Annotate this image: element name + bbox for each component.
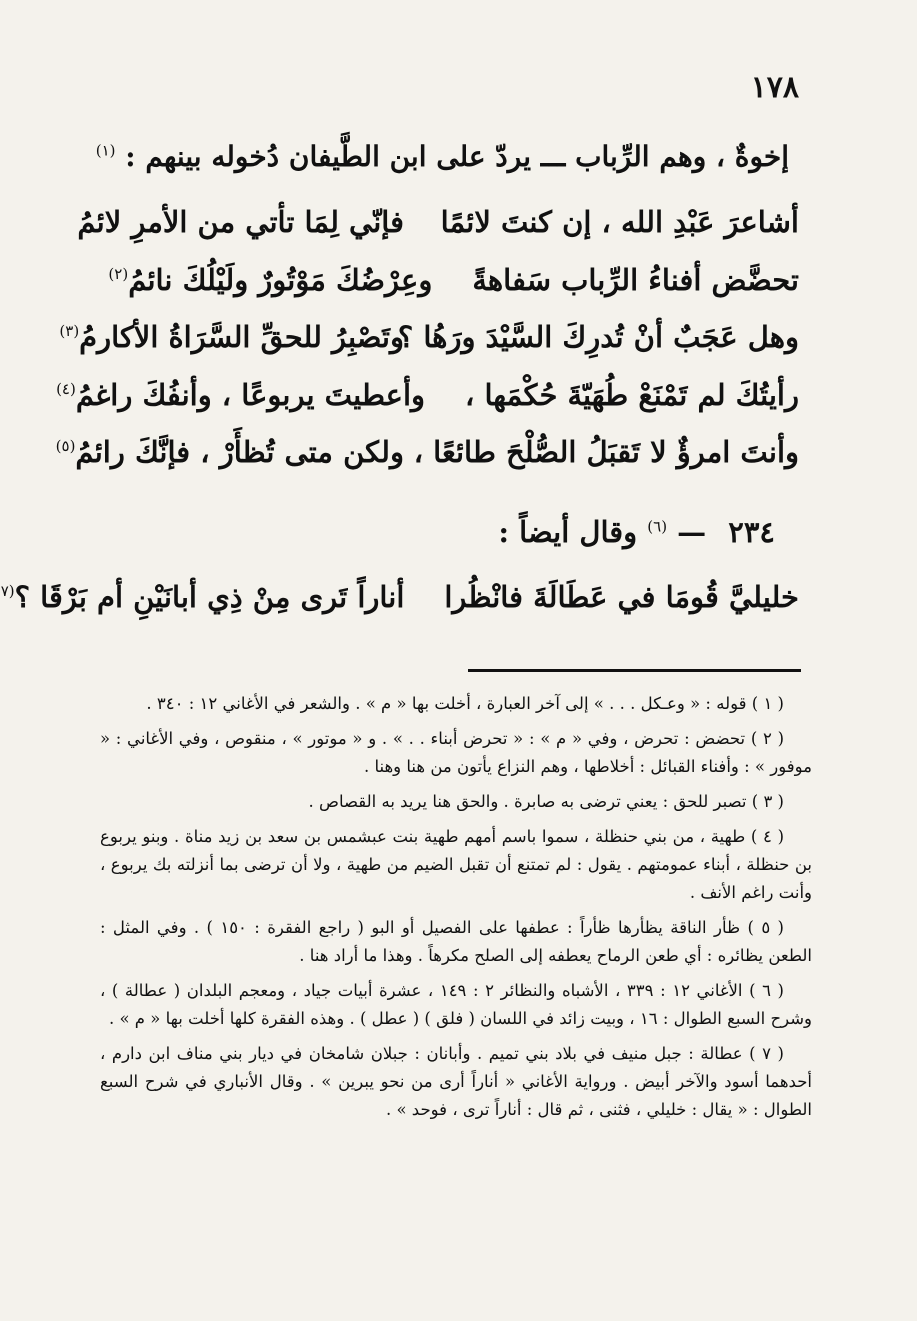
poem-block-2 <box>0 580 799 638</box>
footnote-ref: (٤) <box>56 379 76 398</box>
footnote-separator <box>468 669 801 672</box>
footnote-ref: (٢) <box>108 264 129 283</box>
hemistich-second: وتَصْبِرُ للحقِّ السَّرَاةُ الأكارمُ$^{(٣)}$ <box>59 320 404 354</box>
intro-text: إخوةٌ ، وهم الرِّباب ـــ يردّ على ابن الطَّيفان دُخوله بينهم : <box>125 140 789 173</box>
footnote: ( ٧ ) عطالة : جبل منيف في بلاد بني تميم . وأبانان : جبلان شامخان في ديار بني مناف ابن دارم ، أحدهما أسود والآخر أبيض . ورواية الأغاني « أناراً أرى من نحو يبرين » . وقال الأنباري في شرح السبع الطوال : « يقال : خليلي ، فثنى ، ثم قال : أناراً ترى ، فوحد » . <box>100 1044 812 1119</box>
section-number: ٢٣٤ <box>728 515 775 549</box>
verse-line <box>77 205 799 263</box>
hemistich-first: وهل عَجَبٌ أنْ تُدرِكَ السَّيْدَ ورَهُا ؟ <box>397 320 799 354</box>
section-title: وقال أيضاً : <box>498 515 638 549</box>
hemistich-first: أشاعرَ عَبْدِ الله ، إن كنتَ لائمًا <box>440 205 799 239</box>
hemistich-first: رأيتُكَ لم تَمْنَعْ طُهَيّةَ حُكْمَها ، <box>465 377 799 412</box>
footnote-ref: (٧ <box>0 582 15 601</box>
verse-line <box>109 263 799 321</box>
hemistich-second: ولكن متى تُظأَرْ ، فإنَّكَ رائمُ$^{(٥)}$ <box>55 435 404 469</box>
footnote: ( ٣ ) تصبر للحق : يعني ترضى به صابرة . والحق هنا يريد به القصاص . <box>308 792 784 811</box>
verse-line <box>0 580 799 638</box>
intro-line <box>95 140 789 173</box>
verse-line <box>55 435 799 493</box>
hemistich-first: تحضَّض أفناءُ الرِّباب سَفاهةً <box>472 262 799 297</box>
footnote: ( ٢ ) تحضض : تحرض ، وفي « م » : « تحرض أبناء . . » . و « موتور » ، منقوص ، وفي الأغاني : « موفور » : وأفناء القبائل : أخلاطها ، وهم النزاع يأتون من هنا وهنا . <box>100 729 812 776</box>
section-heading <box>498 515 775 549</box>
footnote-ref: (٣) <box>59 322 80 341</box>
footnote: ( ٤ ) طهية ، من بني حنظلة ، سموا باسم أمهم طهية بنت عبشمس بن سعد بن زيد مناة . وبنو يربوع بن حنظلة ، أبناء عمومتهم . يقول : لم تمتنع أن تقبل الضيم من طهية ، ولا أن ترضى بما أنزلته بك يربوع ، وأنت راغم الأنف . <box>100 827 812 902</box>
footnotes <box>100 690 812 1131</box>
footnote-ref: (٥) <box>55 437 76 456</box>
footnote: ( ٥ ) ظأر الناقة يظأرها ظأراً : عطفها على الفصيل أو البو ( راجع الفقرة : ١٥٠ ) . وفي المثل : الطعن يظائره : أي طعن الرماح يعطفه إلى الصلح مكرهاً . وهذا ما أراد هنا . <box>100 918 812 965</box>
hemistich-second: أناراً تَرى مِنْ ذِي أبانَيْنِ أم بَرْقَا ؟$^{(٧}$ <box>0 580 444 614</box>
footnote: ( ١ ) قوله : « وعـكل . . . » إلى آخر العبارة ، أخلت بها « م » . والشعر في الأغاني ١٢ : ٣٤٠ . <box>146 694 784 713</box>
verse-line <box>59 320 799 378</box>
poem-block-1 <box>55 205 799 493</box>
footnote-ref: (١) <box>95 141 116 160</box>
section-dash: — <box>677 515 707 549</box>
hemistich-second: وعِرْضُكَ مَوْتُورٌ ولَيْلُكَ نائمُ$^{(٢)}$ <box>108 262 433 297</box>
footnote-ref: (٦) <box>647 517 668 536</box>
page-number: ١٧٨ <box>750 70 799 105</box>
hemistich-first: وأنتَ امرؤٌ لا تَقبَلُ الصُّلْحَ طائعًا ، <box>413 435 799 469</box>
hemistich-first: خليليَّ قُومَا في عَطَالَةَ فانْظُرا <box>444 580 799 614</box>
footnote: ( ٦ ) الأغاني ١٢ : ٣٣٩ ، الأشباه والنظائر ٢ : ١٤٩ ، عشرة أبيات جياد ، ومعجم البلدان ( عطالة ) ، وشرح السبع الطوال : ١٦ ، وبيت زائد في اللسان ( فلق ) ( عطل ) . وهذه الفقرة كلها أخلت بها « م » . <box>100 981 812 1028</box>
hemistich-second: فإنّي لِمَا تأتي من الأمرِ لائمُ <box>77 205 404 239</box>
hemistich-second: وأعطيتَ يربوعًا ، وأنفُكَ راغمُ$^{(٤)}$ <box>56 377 426 412</box>
verse-line <box>56 377 799 436</box>
